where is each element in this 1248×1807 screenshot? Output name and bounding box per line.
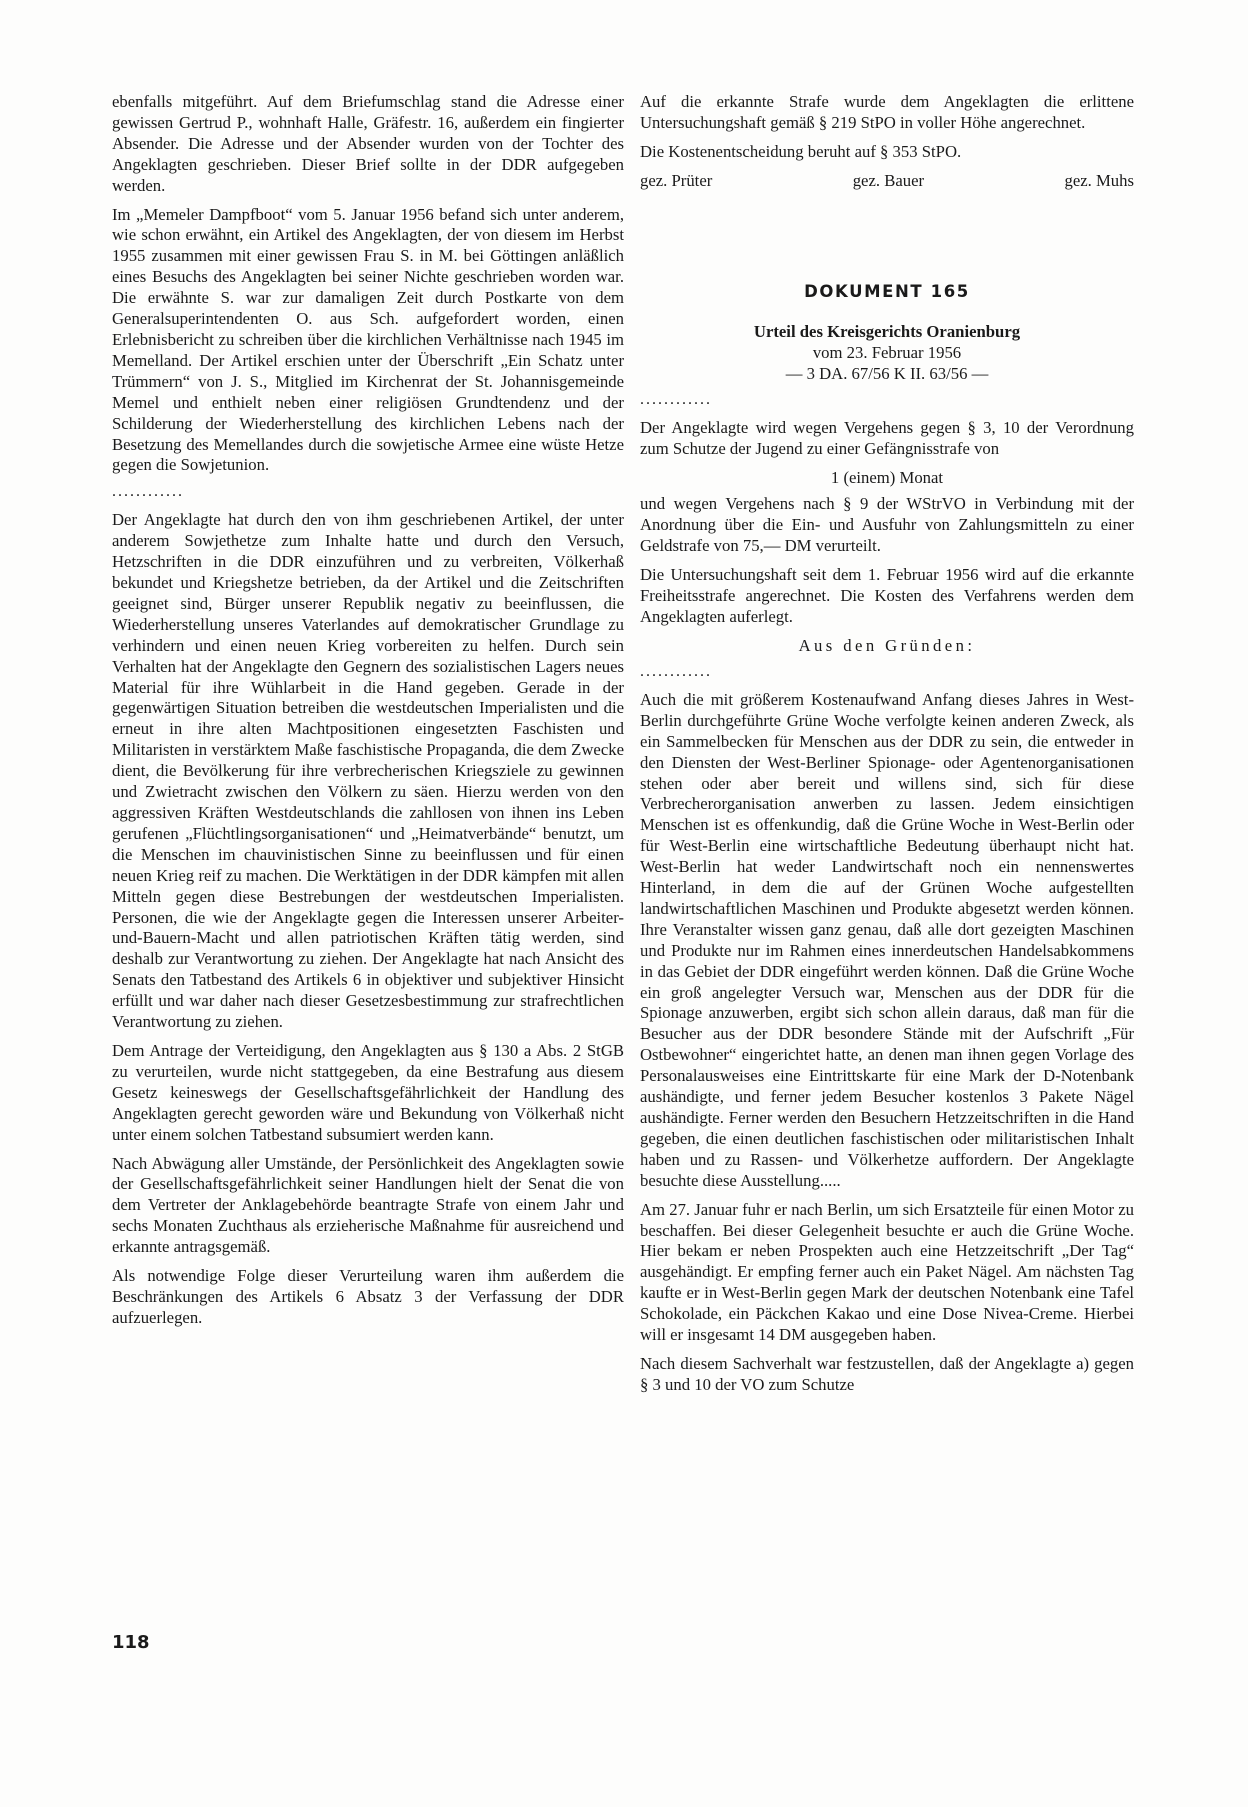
- signature: gez. Muhs: [1064, 170, 1134, 190]
- paragraph: Der Angeklagte hat durch den von ihm geschriebenen Artikel, der unter anderem Sowjethetze zum Inhalte hatte und durch den Versuch, Hetzschriften in die DDR einzuführen und zu verbreiten, Völkerhaß bekundet und Kriegshetze betrieben, da der Artikel und die Zeitschriften geeignet sind, Bürger unserer Republik negativ zu beeinflussen, die Wiederherstellung unseres Vaterlandes auf demokratischer Grundlage zu verhindern und einen neuen Krieg vorbereiten zu helfen. Durch sein Verhalten hat der Angeklagte den Gegnern des sozialistischen Lagers neues Material für ihre Wühlarbeit in die Hand gegeben. Gerade in der gegenwärtigen Situation betreiben die westdeutschen Imperialisten und die erneut in ihre alten Machtpositionen eingesetzten Faschisten und Militaristen in verstärktem Maße faschistische Propaganda, die dem Zwecke dient, die Bevölkerung für ihre verbrecherischen Kriegsziele zu gewinnen und Zwietracht zwischen den Völkern zu säen. Hierzu werden von den aggressiven Kräften Westdeutschlands die zahllosen von ihnen ins Leben gerufenen „Flüchtlingsorganisationen“ und „Heimatverbände“ benutzt, um die Menschen im chauvinistischen Sinne zu beeinflussen und für einen neuen Krieg reif zu machen. Die Werktätigen in der DDR kämpfen mit allen Mitteln gegen diese Bestrebungen der westdeutschen Imperialisten. Personen, die wie der Angeklagte gegen die Interessen unserer Arbeiter-und-Bauern-Macht und allen patriotischen Kräften tätig werden, sind deshalb zur Verantwortung zu ziehen. Der Angeklagte hat nach Ansicht des Senats den Tatbestand des Artikels 6 in objektiver und subjektiver Hinsicht erfüllt und war daher nach dieser Gesetzesbestimmung zur strafrechtlichen Verantwortung zu ziehen.: [112, 510, 624, 1032]
- paragraph: Am 27. Januar fuhr er nach Berlin, um sich Ersatzteile für einen Motor zu beschaffen. Bei dieser Gelegenheit besuchte er auch die Grüne Woche. Hier bekam er neben Prospekten auch eine Hetzzeitschrift „Der Tag“ ausgehändigt. Er empfing ferner auch ein Paket Nägel. Am nächsten Tag kaufte er in West-Berlin gegen Mark der deutschen Notenbank eine Tafel Schokolade, ein Päckchen Kakao und eine Dose Nivea-Creme. Hierbei will er insgesamt 14 DM ausgegeben haben.: [640, 1199, 1134, 1345]
- document-title: DOKUMENT 165: [804, 281, 970, 301]
- paragraph: ebenfalls mitgeführt. Auf dem Briefumschlag stand die Adresse einer gewissen Gertrud P., wohnhaft Halle, Gräfestr. 16, außerdem ein fingierter Absender. Die Adresse und der Absender wurden von der Tochter des Angeklagten geschrieben. Dieser Brief sollte in der DDR aufgegeben werden.: [112, 92, 624, 195]
- paragraph: Als notwendige Folge dieser Verurteilung waren ihm außerdem die Beschränkungen des Artikels 6 Absatz 3 der Verfassung der DDR aufzuerlegen.: [112, 1266, 624, 1327]
- ellipsis-separator: ............: [112, 483, 184, 501]
- paragraph: Auch die mit größerem Kostenaufwand Anfang dieses Jahres in West-Berlin durchgeführte Grüne Woche verfolgte keinen anderen Zweck, als ein Sammelbecken für Menschen aus der DDR zu sein, die entweder in den Diensten der West-Berliner Spionage- oder Agentenorganisationen stehen oder aber bereit und willens sind, sich für diese Verbrecherorganisation anwerben zu lassen. Jedem einsichtigen Menschen ist es offenkundig, daß die Grüne Woche in West-Berlin oder für West-Berlin eine wirtschaftliche Bedeutung überhaupt nicht hat. West-Berlin hat weder Landwirtschaft noch ein nennenswertes Hinterland, in dem die auf der Grünen Woche aufgestellten landwirtschaftlichen Maschinen und Produkte abgesetzt werden können. Ihre Veranstalter wissen ganz genau, daß alle dort gezeigten Maschinen und Produkte nur im Rahmen eines innerdeutschen Handelsabkommens in das Gebiet der DDR eingeführt werden können. Daß die Grüne Woche ein groß angelegter Versuch war, Menschen aus der DDR für die Spionage anzuwerben, ergibt sich schon allein daraus, daß man für die Besucher aus der DDR besondere Stände mit der Aufschrift „Für Ostbewohner“ eingerichtet hatte, an denen man ihnen gegen Vorlage des Personalausweises eine Eintrittskarte für eine Mark der D-Notenbank aushändigte, und ferner jedem Besucher kostenlos 3 Pakete Nägel aushändigte. Ferner werden den Besuchern Hetzzeitschriften in die Hand gegeben, die einen deutlichen faschistischen oder militaristischen Inhalt haben und zu Rassen- und Völkerhetze auffordern. Der Angeklagte besuchte diese Ausstellung.....: [640, 689, 1134, 1190]
- paragraph: Auf die erkannte Strafe wurde dem Angeklagten die erlittene Untersuchungshaft gemäß § 219 StPO in voller Höhe angerechnet.: [640, 92, 1134, 132]
- reasons-heading: Aus den Gründen:: [798, 635, 976, 655]
- paragraph: Die Untersuchungshaft seit dem 1. Februar 1956 wird auf die erkannte Freiheitsstrafe angerechnet. Die Kosten des Verfahrens werden dem Angeklagten auferlegt.: [640, 565, 1134, 626]
- signature: gez. Prüter: [640, 170, 713, 190]
- page-number: 118: [112, 1632, 150, 1653]
- signature: gez. Bauer: [852, 170, 925, 190]
- ellipsis-separator: ............: [640, 662, 712, 680]
- right-column: [640, 92, 1134, 1404]
- court-heading: Urteil des Kreisgerichts Oranienburg: [753, 321, 1021, 341]
- case-number: — 3 DA. 67/56 K II. 63/56 —: [785, 363, 989, 383]
- paragraph: Nach diesem Sachverhalt war festzustellen, daß der Angeklagte a) gegen § 3 und 10 der VO zum Schutze: [640, 1353, 1134, 1394]
- signature-line: [640, 171, 1134, 192]
- paragraph: und wegen Vergehens nach § 9 der WStrVO in Verbindung mit der Anordnung über die Ein- und Ausfuhr von Zahlungsmitteln zu einer Geldstrafe von 75,— DM verurteilt.: [640, 494, 1134, 556]
- paragraph: Die Kostenentscheidung beruht auf § 353 StPO.: [640, 141, 962, 161]
- paragraph: Nach Abwägung aller Umstände, der Persönlichkeit des Angeklagten sowie der Gesellschaftsgefährlichkeit seiner Handlungen hielt der Senat die von dem Vertreter der Anklagebehörde beantragte Strafe von einem Jahr und sechs Monaten Zuchthaus als erzieherische Maßnahme für ausreichend und erkannte antragsgemäß.: [112, 1153, 624, 1257]
- paragraph: Der Angeklagte wird wegen Vergehens gegen § 3, 10 der Verordnung zum Schutze der Jugend zu einer Gefängnisstrafe von: [640, 417, 1134, 458]
- paragraph: Im „Memeler Dampfboot“ vom 5. Januar 1956 befand sich unter anderem, wie schon erwähnt, ein Artikel des Angeklagten, der von diesem im Herbst 1955 zusammen mit einer gewissen Frau S. in M. bei Göttingen anläßlich eines Besuchs des Angeklagten bei seiner Nichte geschrieben worden war. Die erwähnte S. war zur damaligen Zeit durch Postkarte von dem Generalsuperintendenten O. aus Sch. aufgefordert worden, einen Erlebnisbericht zu schreiben über die kirchlichen Verhältnisse nach 1945 im Memelland. Der Artikel erschien unter der Überschrift „Ein Schatz unter Trümmern“ von J. S., Mitglied im Kirchenrat der St. Johannisgemeinde Memel und enthielt neben einer religiösen Grundtendenz und der Schilderung der Wiederherstellung des kirchlichen Lebens nach der Besetzung des Memellandes durch die sowjetische Armee eine wüste Hetze gegen die Sowjetunion.: [112, 204, 624, 475]
- judgment-date: vom 23. Februar 1956: [812, 342, 962, 362]
- left-column: [112, 92, 624, 1337]
- paragraph: Dem Antrage der Verteidigung, den Angeklagten aus § 130 a Abs. 2 StGB zu verurteilen, wurde nicht stattgegeben, da eine Bestrafung aus diesem Gesetz keineswegs der Gesellschaftsgefährlichkeit der Handlung des Angeklagten gerecht geworden wäre und Bekundung von Völkerhaß nicht unter einem solchen Tatbestand subsumiert werden kann.: [112, 1040, 624, 1144]
- ellipsis-separator: ............: [640, 390, 712, 408]
- sentence-line: 1 (einem) Monat: [830, 468, 944, 488]
